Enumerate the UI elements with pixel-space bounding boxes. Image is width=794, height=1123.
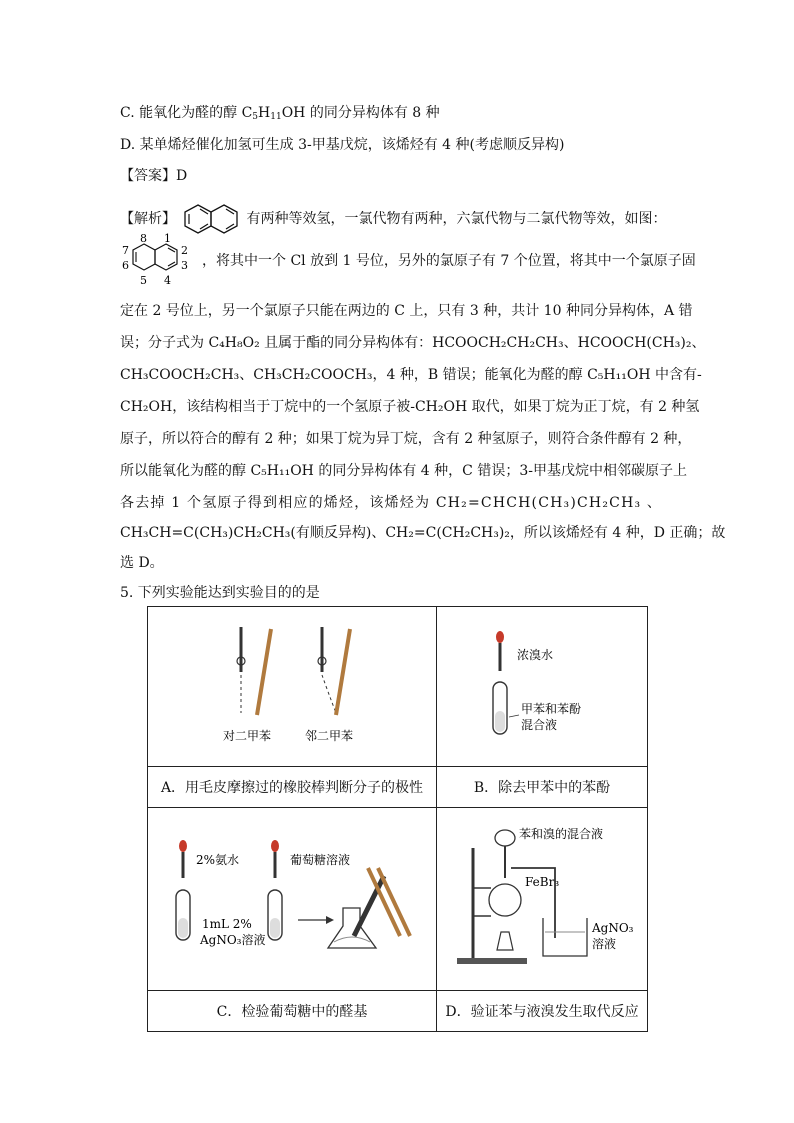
label-o-xylene: 邻二甲苯 xyxy=(305,729,354,743)
label-toluene-phenol: 甲苯和苯酚 xyxy=(521,702,582,716)
label-ammonia: 2%氨水 xyxy=(196,853,240,867)
analysis-text-6: CH₃COOCH₂CH₃、CH₃CH₂COOCH₃，4 种，B 错误；能氧化为醛的醇 C₅H₁₁OH 中含有- xyxy=(120,367,702,383)
caption-a: A．用毛皮摩擦过的橡胶棒判断分子的极性 xyxy=(148,767,437,808)
pos-3: 3 xyxy=(181,259,188,272)
analysis-text-10: 各去掉 1 个氢原子得到相应的烯烃，该烯烃为 CH₂=CHCH(CH₃)CH₂CH₃ 、 xyxy=(120,495,663,511)
bromine-water-figure xyxy=(437,607,647,762)
pos-8: 8 xyxy=(140,232,147,245)
polarity-figure xyxy=(148,607,436,762)
analysis-line: 【解析】 有两种等效氢，一氯代物有两种，六氯代物与二氯代物等效，如图： xyxy=(120,202,666,236)
option-d: D. 某单烯烃催化加氢可生成 3-甲基戊烷，该烯烃有 4 种(考虑顺反异构) xyxy=(120,137,565,153)
label-mixture: 混合液 xyxy=(521,718,558,732)
label-agno3-vol: 1mL 2% xyxy=(202,917,252,931)
label-glucose: 葡萄糖溶液 xyxy=(290,853,351,867)
pos-6: 6 xyxy=(122,259,129,272)
numbered-naphthalene xyxy=(120,232,202,290)
label-p-xylene: 对二甲苯 xyxy=(223,729,272,743)
experiment-table xyxy=(147,606,648,1032)
pos-1: 1 xyxy=(164,232,171,245)
caption-c: C．检验葡萄糖中的醛基 xyxy=(148,991,437,1032)
cell-d-figure xyxy=(437,808,648,991)
label-bromine-water: 浓溴水 xyxy=(517,648,554,662)
analysis-text-11: CH₃CH=C(CH₃)CH₂CH₃(有顺反异构)、CH₂=C(CH₂CH₃)₂，所以该烯烃有 4 种，D 正确；故 xyxy=(120,525,726,541)
pos-4: 4 xyxy=(164,274,171,287)
label-agno3: AgNO₃溶液 xyxy=(200,933,266,947)
silver-mirror-figure xyxy=(148,808,436,986)
caption-d: D．验证苯与液溴发生取代反应 xyxy=(437,991,648,1032)
caption-b: B．除去甲苯中的苯酚 xyxy=(437,767,648,808)
analysis-text-5: 误；分子式为 C₄H₈O₂ 且属于酯的同分异构体有：HCOOCH₂CH₂CH₃、HCOOCH(CH₃)₂、 xyxy=(120,335,706,351)
label-febr3: FeBr₃ xyxy=(525,875,560,889)
analysis-text-9: 所以能氧化为醛的醇 C₅H₁₁OH 的同分异构体有 4 种，C 错误；3-甲基戊烷中相邻碳原子上 xyxy=(120,463,687,479)
label-benzene-bromine: 苯和溴的混合液 xyxy=(519,827,604,841)
option-c: C. 能氧化为醛的醇 $C_5H_{11}OH$ 的同分异构体有 8 种 xyxy=(120,105,440,122)
cell-c-figure xyxy=(148,808,437,991)
cell-a-figure xyxy=(148,607,437,767)
pos-7: 7 xyxy=(122,244,129,257)
bromination-apparatus xyxy=(437,808,647,986)
question-5: 5. 下列实验能达到实验目的的是 xyxy=(120,585,320,601)
analysis-text-4: 定在 2 号位上，另一个氯原子只能在两边的 C 上，只有 3 种，共计 10 种同分异构体，A 错 xyxy=(120,303,693,319)
answer-line: 【答案】D xyxy=(120,168,188,184)
label-agno3-d: AgNO₃ xyxy=(592,921,634,935)
pos-5: 5 xyxy=(140,274,147,287)
pos-2: 2 xyxy=(181,244,188,257)
label-solution-d: 溶液 xyxy=(592,937,617,951)
analysis-text-12: 选 D。 xyxy=(120,555,164,571)
cell-b-figure xyxy=(437,607,648,767)
analysis-text-8: 原子，所以符合的醇有 2 种；如果丁烷为异丁烷，含有 2 种氢原子，则符合条件醇有 2 种， xyxy=(120,431,692,447)
analysis-text-7: CH₂OH，该结构相当于丁烷中的一个氢原子被-CH₂OH 取代，如果丁烷为正丁烷，有 2 种氢 xyxy=(120,399,700,415)
naphthalene-structure xyxy=(180,202,246,236)
numbered-structure-line: 8 1 7 2 6 3 5 4 ，将其中一个 Cl 放到 1 号位，另外的氯原子有 7 个位置，将其中一个氯原子固 xyxy=(120,232,696,290)
